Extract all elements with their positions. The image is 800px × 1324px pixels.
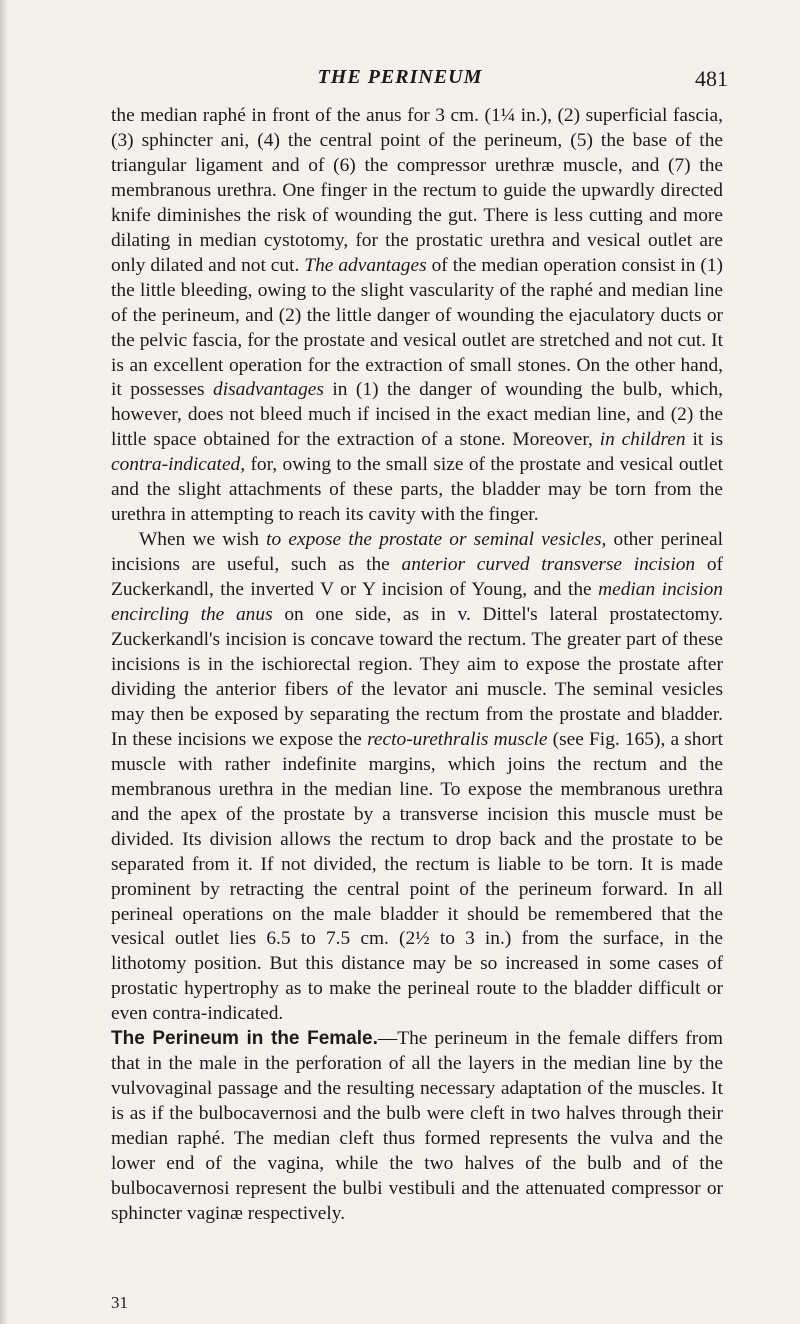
paragraph-female-perineum [111,1027,723,1227]
italic-run: in children [599,429,686,451]
italic-run: recto-urethralis muscle [367,728,548,750]
italic-run: The advantages [304,254,427,276]
text-run: in (1) the danger of wounding the bulb, which, however, does not bleed much if incised in the exact median line, and (2) the little space obtained for the extraction of a stone. Moreover, [111,379,723,451]
body-text [111,104,723,1227]
text-run: it is [685,429,723,451]
text-run: for, owing to the small size of the prostate and vesical outlet and the slight attachments of these parts, the bladder may be torn from the urethra in attempting to reach its cavity with the finger. [111,454,723,526]
italic-run: to expose the prostate or seminal vesicles, [266,529,607,551]
section-heading: The Perineum in the Female. [111,1028,378,1050]
text-run: When we wish [139,529,267,551]
text-run: of Zuckerkandl, the inverted V or Y incision of Young, and the [111,554,723,601]
paragraph-median-operation [111,104,723,528]
paragraph-prostate-exposure [111,528,723,1027]
page-edge-shadow [0,0,8,1324]
text-run: the median raphé in front of the anus for 3 cm. (1¼ in.), (2) superficial fascia, (3) sphincter ani, (4) the central point of the perineum, (5) the base of the triangular ligament and of (6) the compressor urethræ muscle, and (7) the membranous urethra. One finger in the rectum to guide the upwardly directed knife diminishes the risk of wounding the gut. There is less cutting and more dilating in median cystotomy, for the prostatic urethra and vesical outlet are only dilated and not cut. [111,105,723,276]
page-number: 481 [695,66,728,91]
page-header [0,66,800,96]
signature-mark: 31 [111,1293,128,1312]
text-run: —The perineum in the female differs from that in the male in the perforation of all the layers in the median line by the vulvovaginal passage and the resulting necessary adaptation of the muscles. It is as if the bulbocavernosi and the bulb were cleft in two halves through their median raphé. The median cleft thus formed represents the vulva and the lower end of the vagina, while the two halves of the bulb and of the bulbocavernosi represent the bulbi vestibuli and the attenuated compressor or sphincter vaginæ respectively. [111,1028,723,1224]
italic-run: anterior curved transverse incision [401,554,696,576]
italic-run: disadvantages [213,379,324,401]
text-run: other perineal incisions are useful, such as the [111,529,724,576]
text-run: (see Fig. 165), a short muscle with rather indefinite margins, which joins the rectum and the membranous urethra in the median line. To expose the membranous urethra and the apex of the prostate by a transverse incision this muscle must be divided. Its division allows the rectum to drop back and the prostate to be separated from it. If not divided, the rectum is liable to be torn. It is made prominent by retracting the central point of the perineum forward. In all perineal operations on the male bladder it should be remembered that the vesical outlet lies 6.5 to 7.5 cm. (2½ to 3 in.) from the surface, in the lithotomy position. But this distance may be so increased in some cases of prostatic hypertrophy as to make the perineal route to the bladder difficult or even contra-indicated. [111,728,724,1025]
italic-run: median incision encircling the anus [111,579,723,626]
italic-run: contra-indicated, [111,454,246,476]
running-head: THE PERINEUM [317,66,483,88]
text-run: on one side, as in v. Dittel's lateral prostatectomy. Zuckerkandl's incision is concave toward the rectum. The greater part of these incisions is in the ischiorectal region. They aim to expose the prostate after dividing the anterior fibers of the levator ani muscle. The seminal vesicles may then be exposed by separating the rectum from the prostate and bladder. In these incisions we expose the [111,604,723,750]
text-run: of the median operation consist in (1) the little bleeding, owing to the slight vascularity of the raphé and median line of the perineum, and (2) the little danger of wounding the ejaculatory ducts or the pelvic fascia, for the prostate and vesical outlet are stretched and not cut. It is an excellent operation for the extraction of small stones. On the other hand, it possesses [111,254,723,401]
